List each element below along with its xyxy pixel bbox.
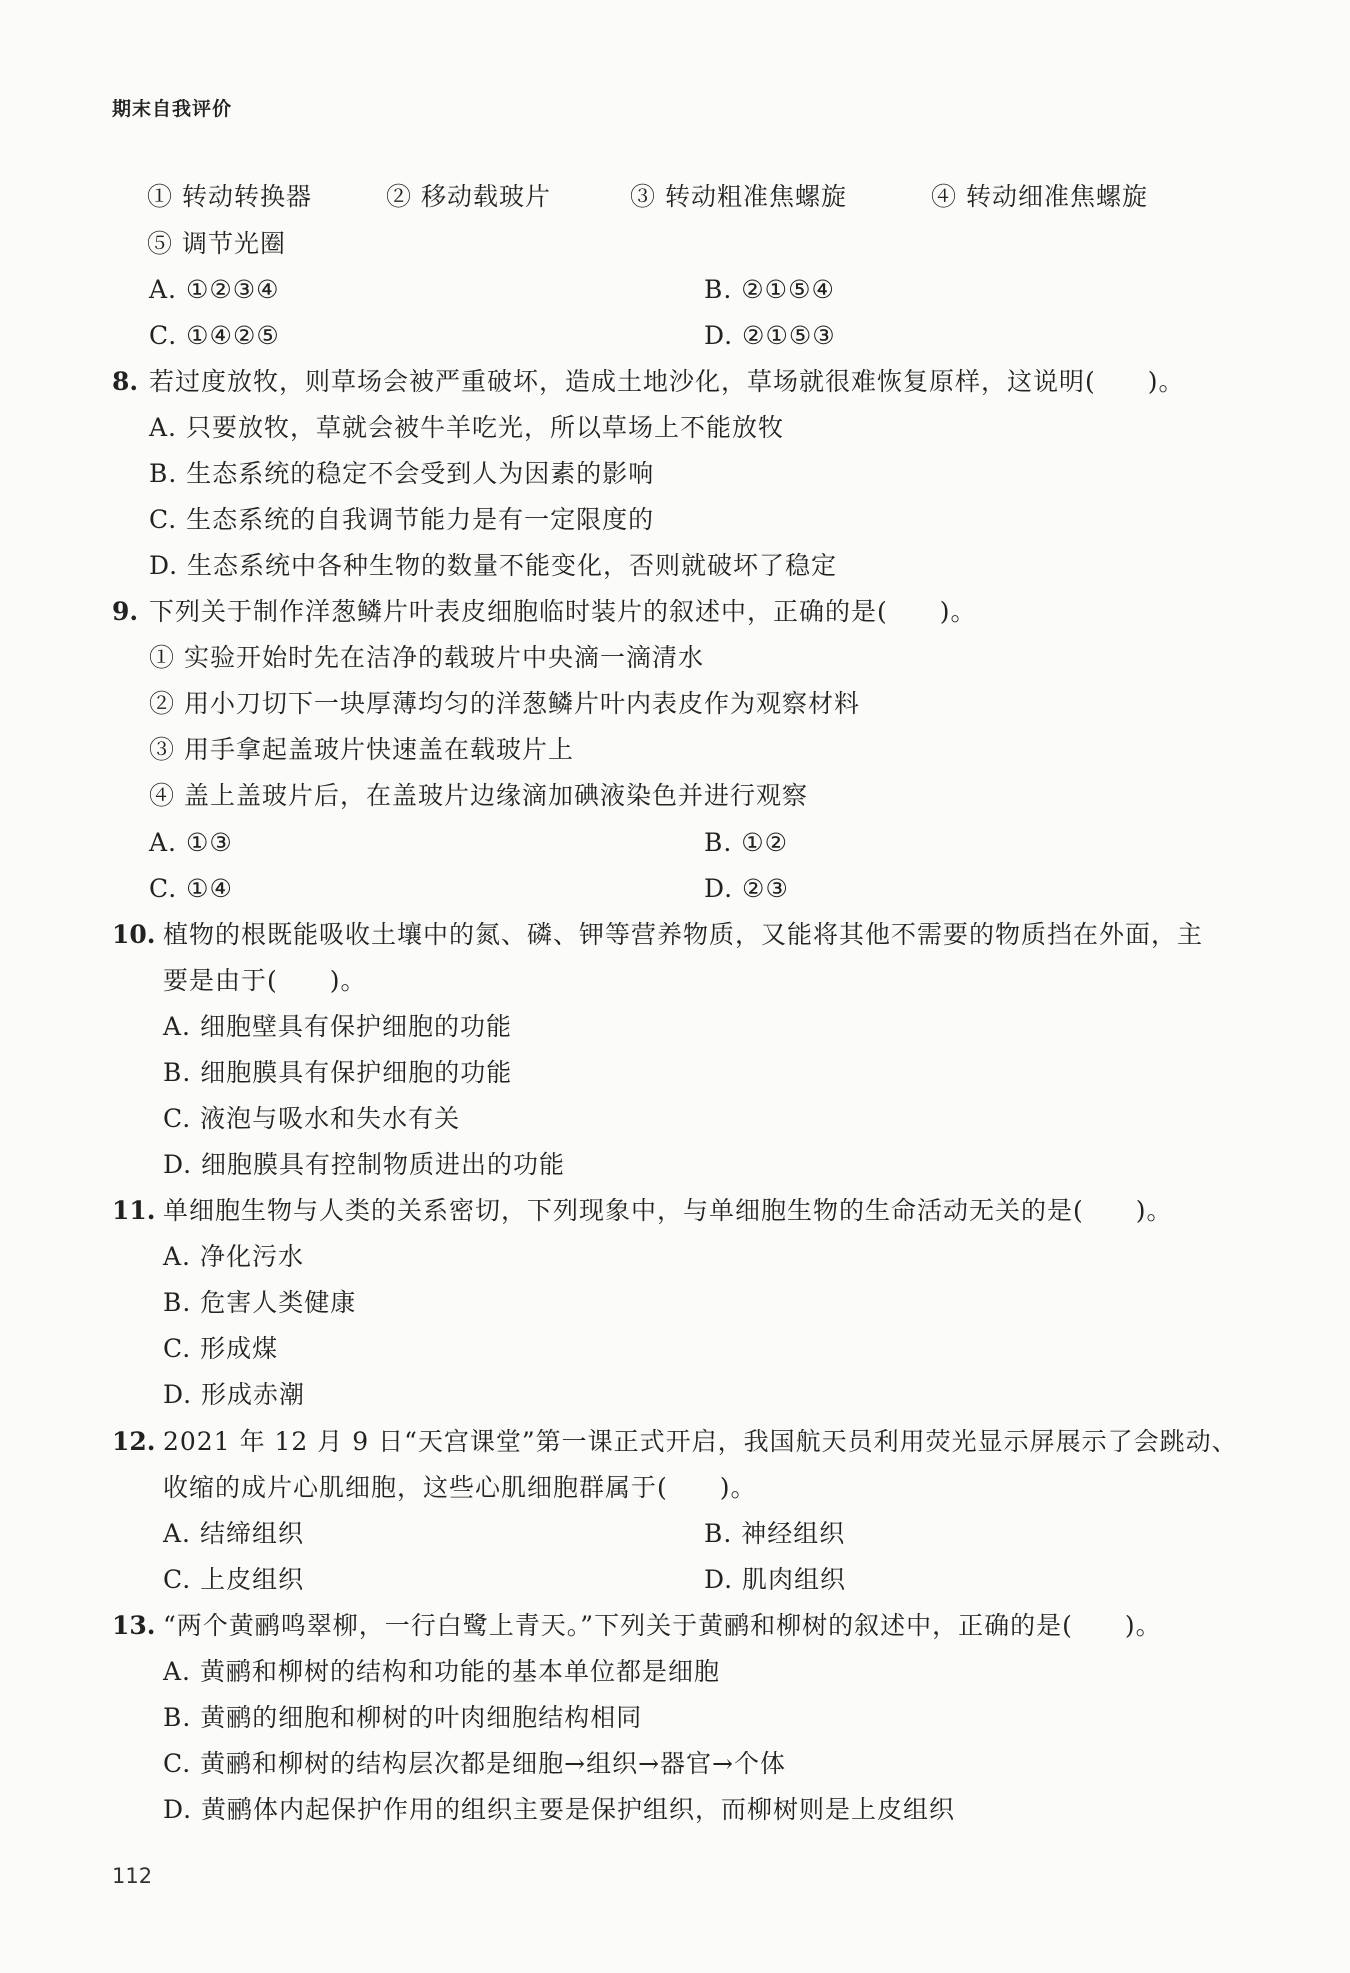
q10-stem-line1: 植物的根既能吸收土壤中的氮、磷、钾等营养物质，又能将其他不需要的物质挡在外面，主 <box>163 920 1204 949</box>
q9-item-1: ① 实验开始时先在洁净的载玻片中央滴一滴清水 <box>149 643 704 672</box>
q13-option-b: B. 黄鹂的细胞和柳树的叶肉细胞结构相同 <box>163 1703 643 1732</box>
q12-stem-line2: 收缩的成片心肌细胞，这些心肌细胞群属于( )。 <box>163 1473 757 1502</box>
q8-number: 8. <box>112 367 139 396</box>
q7-step-4: ④ 转动细准焦螺旋 <box>931 182 1148 211</box>
q10-option-a: A. 细胞壁具有保护细胞的功能 <box>163 1012 512 1041</box>
q8-option-d: D. 生态系统中各种生物的数量不能变化，否则就破坏了稳定 <box>149 551 838 580</box>
q10-number: 10. <box>112 920 156 949</box>
q8-stem: 若过度放牧，则草场会被严重破坏，造成土地沙化，草场就很难恢复原样，这说明( )。 <box>149 367 1185 396</box>
q13-option-a: A. 黄鹂和柳树的结构和功能的基本单位都是细胞 <box>163 1657 720 1686</box>
q9-option-a: A. ①③ <box>149 828 233 857</box>
q13-number: 13. <box>112 1611 156 1640</box>
q11-option-d: D. 形成赤潮 <box>163 1380 306 1409</box>
q7-step-3: ③ 转动粗准焦螺旋 <box>630 182 847 211</box>
q8-option-b: B. 生态系统的稳定不会受到人为因素的影响 <box>149 459 655 488</box>
q9-option-c: C. ①④ <box>149 874 233 903</box>
q9-option-b: B. ①② <box>704 828 789 857</box>
q12-stem-line1: 2021 年 12 月 9 日“天宫课堂”第一课正式开启，我国航天员利用荧光显示屏展示了会跳动、 <box>163 1427 1238 1456</box>
q12-option-a: A. 结缔组织 <box>163 1519 304 1548</box>
q8-option-a: A. 只要放牧，草就会被牛羊吃光，所以草场上不能放牧 <box>149 413 784 442</box>
q11-stem: 单细胞生物与人类的关系密切，下列现象中，与单细胞生物的生命活动无关的是( )。 <box>163 1196 1173 1225</box>
q12-option-d: D. 肌肉组织 <box>704 1565 847 1594</box>
q12-number: 12. <box>112 1427 156 1456</box>
q13-option-c: C. 黄鹂和柳树的结构层次都是细胞→组织→器官→个体 <box>163 1749 786 1778</box>
q13-stem: “两个黄鹂鸣翠柳，一行白鹭上青天。”下列关于黄鹂和柳树的叙述中，正确的是( )。 <box>163 1611 1162 1640</box>
q7-option-b: B. ②①⑤④ <box>704 275 835 304</box>
q11-option-a: A. 净化污水 <box>163 1242 304 1271</box>
q7-step-1: ① 转动转换器 <box>147 182 312 211</box>
q7-option-c: C. ①④②⑤ <box>149 321 280 350</box>
q10-option-d: D. 细胞膜具有控制物质进出的功能 <box>163 1150 566 1179</box>
q8-option-c: C. 生态系统的自我调节能力是有一定限度的 <box>149 505 655 534</box>
q12-option-c: C. 上皮组织 <box>163 1565 305 1594</box>
q12-option-b: B. 神经组织 <box>704 1519 846 1548</box>
q7-step-5: ⑤ 调节光圈 <box>147 229 286 258</box>
q9-item-4: ④ 盖上盖玻片后，在盖玻片边缘滴加碘液染色并进行观察 <box>149 781 808 810</box>
q10-stem-line2: 要是由于( )。 <box>163 966 367 995</box>
running-header: 期末自我评价 <box>112 98 233 120</box>
page-number: 112 <box>112 1864 153 1888</box>
q9-option-d: D. ②③ <box>704 874 789 903</box>
q10-option-b: B. 细胞膜具有保护细胞的功能 <box>163 1058 513 1087</box>
q11-number: 11. <box>112 1196 156 1225</box>
q11-option-b: B. 危害人类健康 <box>163 1288 357 1317</box>
q9-item-2: ② 用小刀切下一块厚薄均匀的洋葱鳞片叶内表皮作为观察材料 <box>149 689 860 718</box>
q10-option-c: C. 液泡与吸水和失水有关 <box>163 1104 461 1133</box>
q9-stem: 下列关于制作洋葱鳞片叶表皮细胞临时装片的叙述中，正确的是( )。 <box>149 597 977 626</box>
q7-step-2: ② 移动载玻片 <box>386 182 551 211</box>
q7-option-a: A. ①②③④ <box>149 275 280 304</box>
q13-option-d: D. 黄鹂体内起保护作用的组织主要是保护组织，而柳树则是上皮组织 <box>163 1795 956 1824</box>
q7-option-d: D. ②①⑤③ <box>704 321 836 350</box>
q11-option-c: C. 形成煤 <box>163 1334 279 1363</box>
q9-number: 9. <box>112 597 139 626</box>
q9-item-3: ③ 用手拿起盖玻片快速盖在载玻片上 <box>149 735 574 764</box>
